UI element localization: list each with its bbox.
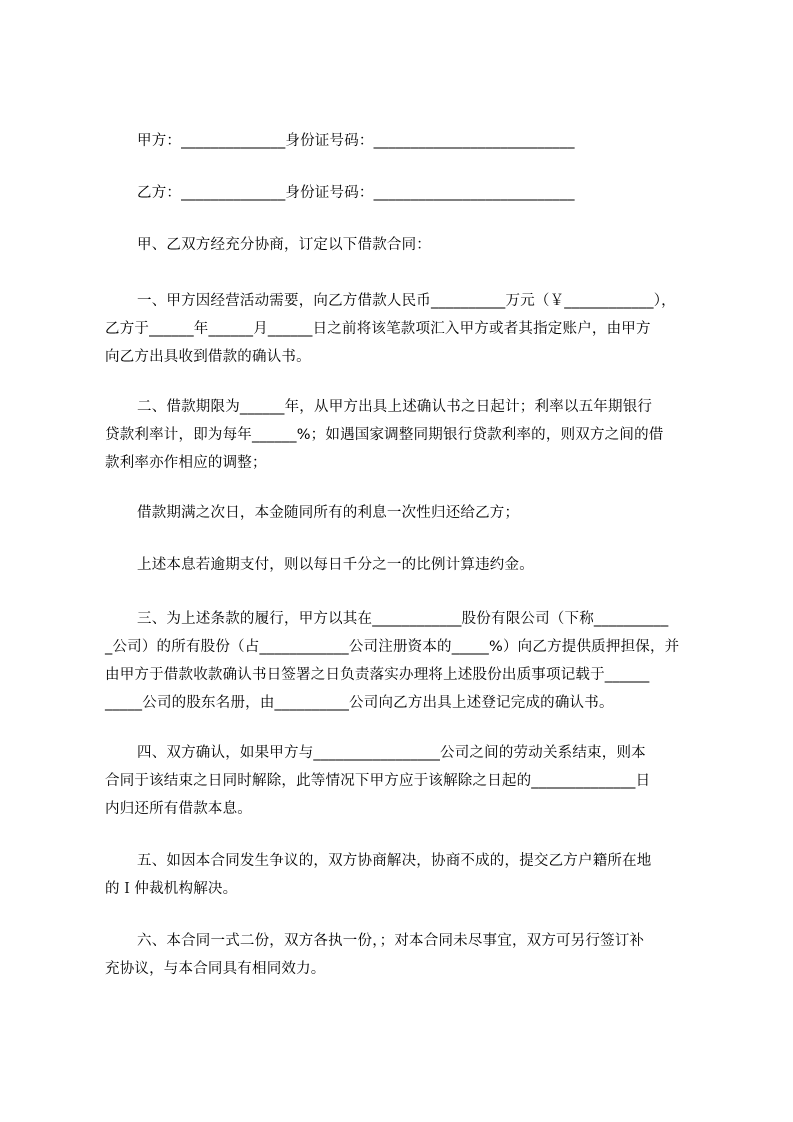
text-line: 三、为上述条款的履行，甲方以其在____________股份有限公司（下称__________: [137, 611, 669, 627]
text-line: 乙方于______年______月______日之前将该笔款项汇入甲方或者其指定账户，由甲方: [105, 321, 651, 337]
text-line: 内归还所有借款本息。: [105, 801, 252, 817]
clause-2-penalty: [105, 551, 705, 579]
text-line: _____公司的股东名册，由__________公司向乙方出具上述登记完成的确认书。: [105, 695, 614, 711]
text-line: 充协议，与本合同具有相同效力。: [105, 961, 326, 977]
clause-5: [105, 847, 705, 903]
text-line: 上述本息若逾期支付，则以每日千分之一的比例计算违约金。: [137, 557, 534, 573]
text-line: 由甲方于借款收款确认书日签署之日负责落实办理将上述股份出质事项记载于______: [105, 667, 650, 683]
party-a-line: [105, 127, 705, 155]
clause-2-maturity: [105, 499, 705, 527]
clause-2: [105, 393, 705, 477]
text-line: 的Ｉ仲裁机构解决。: [105, 881, 238, 897]
clause-3: [105, 605, 705, 717]
text-line: 向乙方出具收到借款的确认书。: [105, 349, 311, 365]
text-line: 六、本合同一式二份，双方各执一份，；对本合同未尽事宜，双方可另行签订补: [137, 933, 645, 949]
text-line: 贷款利率计，即为每年______%；如遇国家调整同期银行贷款利率的，则双方之间的借: [105, 427, 664, 443]
text-line: 甲方：______________身份证号码：___________________________: [137, 133, 575, 149]
text-line: 二、借款期限为______年，从甲方出具上述确认书之日起计；利率以五年期银行: [137, 399, 653, 415]
text-line: 五、如因本合同发生争议的，双方协商解决，协商不成的，提交乙方户籍所在地: [137, 853, 652, 869]
contract-intro: [105, 231, 705, 259]
party-b-line: [105, 179, 705, 207]
text-line: 乙方：______________身份证号码：___________________________: [137, 185, 575, 201]
text-line: 甲、乙双方经充分协商，订定以下借款合同：: [137, 237, 431, 253]
clause-1: [105, 287, 705, 371]
text-line: _公司）的所有股份（占____________公司注册资本的_____%）向乙方提供质押担保，并: [105, 639, 680, 655]
text-line: 借款期满之次日，本金随同所有的利息一次性归还给乙方；: [137, 505, 520, 521]
clause-4: [105, 739, 705, 823]
text-line: 合同于该结束之日同时解除，此等情况下甲方应于该解除之日起的______________日: [105, 773, 651, 789]
text-line: 款利率亦作相应的调整；: [105, 455, 267, 471]
clause-6: [105, 927, 705, 983]
text-line: 一、甲方因经营活动需要，向乙方借款人民币__________万元（￥____________），: [137, 293, 676, 309]
text-line: 四、双方确认，如果甲方与_________________公司之间的劳动关系结束，则本: [137, 745, 646, 761]
